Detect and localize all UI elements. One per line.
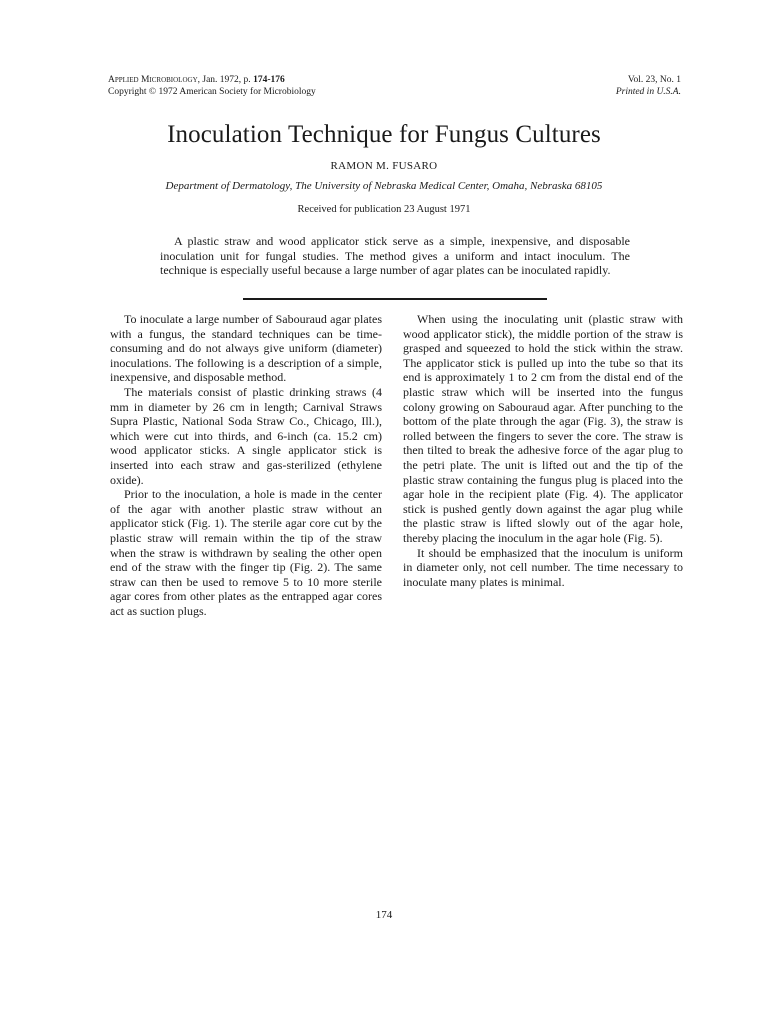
- author-affiliation: Department of Dermatology, The University of Nebraska Medical Center, Omaha, Nebraska 68105: [165, 180, 603, 192]
- body-paragraph: The materials consist of plastic drinking straws (4 mm in diameter by 26 cm in length; Carnival Straws Supra Plastic, National Soda Straw Co., Chicago, Ill.), which were cut into thirds, and 6-inch (ca. 15.2 cm) wood applicator sticks. A single applicator stick is inserted into each straw and gas-sterilized (ethylene oxide).: [110, 384, 382, 487]
- page-range: 174-176: [253, 75, 285, 85]
- abstract: A plastic straw and wood applicator stick serve as a simple, inexpensive, and disposable inoculation unit for fungal studies. The method gives a uniform and intact inoculum. The technique is especially useful because a large number of agar plates can be inoculated rapidly.: [160, 234, 630, 278]
- body-paragraph: Prior to the inoculation, a hole is made in the center of the agar with another plastic straw without an applicator stick (Fig. 1). The sterile agar core cut by the plastic straw will remain within the tip of the straw when the straw is withdrawn by sealing the other open end of the straw with the finger tip (Fig. 2). The same straw can then be used to remove 5 to 10 more sterile agar cores from other plates as the entrapped agar cores act as suction plugs.: [110, 487, 382, 618]
- received-date: Received for publication 23 August 1971: [297, 204, 471, 215]
- printed-in: Printed in U.S.A.: [615, 87, 681, 97]
- right-column: [403, 312, 683, 589]
- body-paragraph: When using the inoculating unit (plastic straw with wood applicator stick), the middle portion of the straw is grasped and squeezed to hold the stick within the straw. The applicator stick is pulled up into the tube so that its end is approximately 1 to 2 cm from the distal end of the plastic straw which will be inserted into the fungus colony growing on Sabouraud agar. After punching to the bottom of the plate through the agar (Fig. 3), the straw is rolled between the fingers to sever the core. The straw is then tilted to break the adhesive force of the agar plug to the petri plate. The unit is lifted out and the tip of the plastic straw containing the fungus plug is placed into the agar hole in the recipient plate (Fig. 4). The applicator stick is pushed gently down against the agar plug while the plastic straw is lifted slowly out of the agar hole, thereby placing the inoculum in the agar hole (Fig. 5).: [403, 312, 683, 545]
- left-column: [110, 312, 382, 618]
- volume-number: Vol. 23, No. 1: [627, 75, 681, 85]
- article-title: Inoculation Technique for Fungus Cultures: [167, 121, 601, 148]
- journal-header: [108, 74, 316, 98]
- page-number: 174: [375, 909, 393, 921]
- volume-header: [616, 74, 681, 98]
- journal-date: , Jan. 1972, p.: [197, 75, 254, 85]
- journal-name: Applied Microbiology: [108, 75, 198, 85]
- author-name: RAMON M. FUSARO: [330, 160, 438, 172]
- copyright-line: Copyright © 1972 American Society for Microbiology: [108, 87, 316, 97]
- citation-line: [108, 74, 316, 86]
- section-divider: [243, 298, 547, 300]
- body-paragraph: To inoculate a large number of Sabouraud agar plates with a fungus, the standard techniques can be time-consuming and do not always give uniform (diameter) inoculations. The following is a description of a simple, inexpensive, and disposable method.: [110, 312, 382, 385]
- body-paragraph: It should be emphasized that the inoculum is uniform in diameter only, not cell number. The time necessary to inoculate many plates is minimal.: [403, 545, 683, 589]
